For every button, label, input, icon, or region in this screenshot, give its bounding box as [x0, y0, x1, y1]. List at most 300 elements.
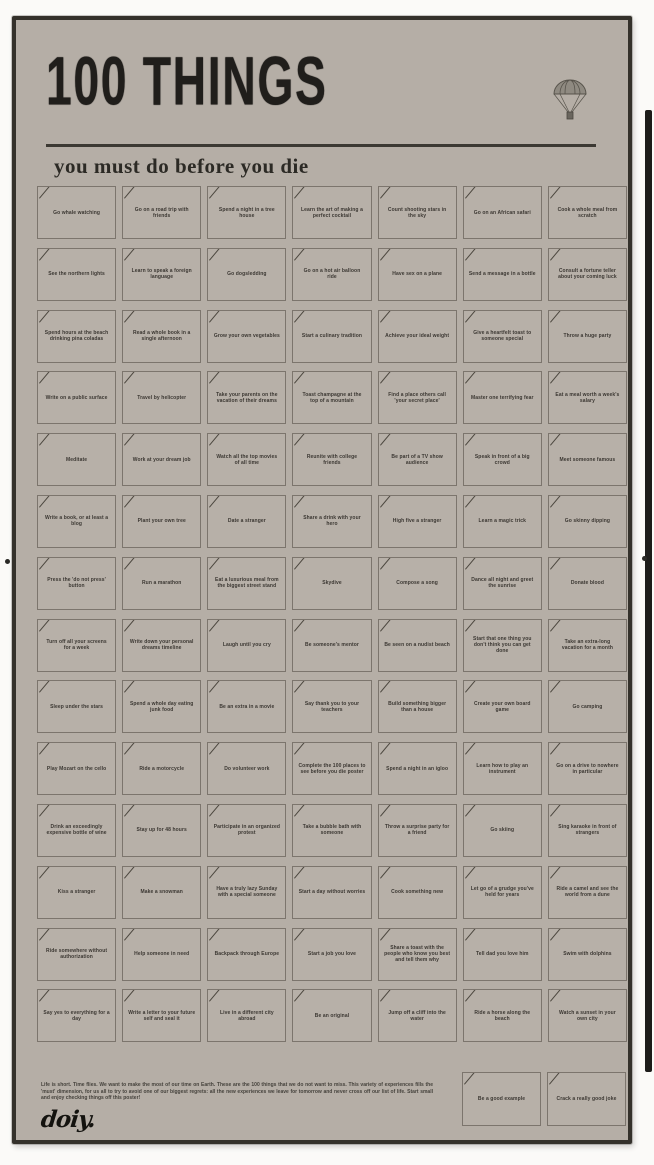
checklist-item — [463, 310, 542, 363]
poster — [12, 16, 632, 1144]
checklist-item — [548, 928, 627, 981]
checklist-item — [463, 866, 542, 919]
check-slash-icon — [465, 557, 477, 570]
checklist-item — [122, 989, 201, 1042]
checklist-item-label: Learn to speak a foreign language — [131, 268, 192, 281]
checklist-item — [122, 186, 201, 239]
checklist-item-label: Start a culinary tradition — [301, 333, 363, 340]
checklist-item-label: Complete the 100 places to see before you die poster — [298, 762, 366, 775]
check-slash-icon — [550, 680, 562, 693]
parachute-icon — [552, 78, 588, 122]
checklist-item — [122, 248, 201, 301]
check-slash-icon — [465, 433, 477, 446]
checklist-item-label: Learn a magic trick — [478, 518, 527, 525]
check-slash-icon — [209, 619, 221, 632]
checklist-item-label: Cook a whole meal from scratch — [557, 206, 618, 219]
checklist-item-label: Master one terrifying fear — [470, 394, 534, 401]
check-slash-icon — [39, 433, 51, 446]
check-slash-icon — [380, 557, 392, 570]
checklist-item-label: Take a bubble bath with someone — [302, 824, 362, 837]
check-slash-icon — [124, 742, 136, 755]
check-slash-icon — [380, 310, 392, 323]
checklist-item-label: Have sex on a plane — [392, 271, 442, 278]
check-slash-icon — [465, 371, 477, 384]
checklist-item — [122, 619, 201, 672]
check-slash-icon — [124, 186, 136, 199]
check-slash-icon — [39, 371, 51, 384]
checklist-item — [207, 619, 286, 672]
check-slash-icon — [380, 742, 392, 755]
checklist-item-label: Write down your personal dreams timeline — [129, 639, 194, 652]
check-slash-icon — [550, 804, 562, 817]
checklist-item — [37, 989, 116, 1042]
check-slash-icon — [294, 928, 306, 941]
checklist-item-label: Find a place others call 'your secret place' — [388, 391, 446, 404]
checklist-item — [463, 680, 542, 733]
checklist-item — [463, 989, 542, 1042]
check-slash-icon — [124, 495, 136, 508]
check-slash-icon — [39, 186, 51, 199]
check-slash-icon — [39, 248, 51, 261]
checklist-item — [292, 928, 371, 981]
checklist-item-label: Read a whole book in a single afternoon — [132, 330, 191, 343]
checklist-item-label: Drink an exceedingly expensive bottle of wine — [46, 824, 107, 837]
checklist-item-label: Turn off all your screens for a week — [46, 639, 107, 652]
checklist-item-label: Say yes to everything for a day — [43, 1009, 110, 1022]
checklist-item-label: Throw a huge party — [563, 333, 612, 340]
checklist-item-label: Take your parents on the vacation of their dreams — [216, 391, 278, 404]
checklist-item — [292, 557, 371, 610]
checklist-item — [122, 804, 201, 857]
check-slash-icon — [209, 804, 221, 817]
check-slash-icon — [465, 866, 477, 879]
checklist-item-label: Have a truly lazy Sunday with a special someone — [216, 886, 278, 899]
checklist-item-label: Cook something new — [391, 889, 444, 896]
checklist-item — [292, 742, 371, 795]
final-cell-99 — [462, 1072, 541, 1126]
checklist-item — [207, 804, 286, 857]
check-slash-icon — [380, 804, 392, 817]
check-slash-icon — [380, 928, 392, 941]
check-slash-icon — [124, 310, 136, 323]
check-slash-icon — [124, 248, 136, 261]
check-slash-icon — [124, 989, 136, 1002]
checklist-item-label: Take an extra-long vacation for a month — [561, 639, 614, 652]
pin-hole-right-icon — [642, 556, 647, 561]
check-slash-icon — [124, 619, 136, 632]
checklist-item — [37, 928, 116, 981]
check-slash-icon — [465, 495, 477, 508]
check-slash-icon — [465, 680, 477, 693]
checklist-item — [548, 619, 627, 672]
checklist-item — [207, 186, 286, 239]
checklist-item — [548, 371, 627, 424]
checklist-item — [378, 742, 457, 795]
checklist-item — [292, 680, 371, 733]
checklist-item-label: Spend a night in an igloo — [386, 765, 449, 772]
checklist-item-label: Learn how to play an instrument — [476, 762, 529, 775]
checklist-item-label: Crack a really good joke — [556, 1096, 617, 1102]
poster-subtitle: you must do before you die — [54, 154, 309, 178]
checklist-item-label: Start a job you love — [307, 951, 357, 958]
checklist-item-label: Share a toast with the people who know you best and tell them why — [384, 945, 451, 964]
check-slash-icon — [209, 866, 221, 879]
checklist-item-label: Reunite with college friends — [306, 453, 358, 466]
check-slash-icon — [39, 680, 51, 693]
check-slash-icon — [124, 804, 136, 817]
checklist-item-label: Run a marathon — [141, 580, 182, 587]
check-slash-icon — [124, 433, 136, 446]
checklist-item — [378, 866, 457, 919]
check-slash-icon — [294, 310, 306, 323]
checklist-item-label: Be someone's mentor — [305, 642, 359, 649]
check-slash-icon — [465, 248, 477, 261]
title-divider — [46, 144, 596, 147]
checklist-item-label: Go camping — [572, 703, 603, 710]
check-slash-icon — [465, 310, 477, 323]
checklist-item-label: Meditate — [66, 456, 88, 463]
checklist-item-label: Go skiing — [490, 827, 515, 834]
checklist-item-label: Toast champagne at the top of a mountain — [302, 391, 362, 404]
check-slash-icon — [550, 928, 562, 941]
check-slash-icon — [550, 495, 562, 508]
checklist-item — [122, 866, 201, 919]
checklist-item — [292, 619, 371, 672]
check-slash-icon — [39, 310, 51, 323]
check-slash-icon — [39, 742, 51, 755]
checklist-item-label: Watch all the top movies of all time — [216, 453, 278, 466]
checklist-item — [548, 310, 627, 363]
pin-hole-left-icon — [5, 559, 10, 564]
checklist-item-label: Press the 'do not press' button — [47, 577, 106, 590]
checklist-item-label: Sing karaoke in front of strangers — [558, 824, 617, 837]
check-slash-icon — [550, 248, 562, 261]
checklist-item-label: Go skinny dipping — [564, 518, 611, 525]
check-slash-icon — [39, 495, 51, 508]
final-cell-100 — [547, 1072, 626, 1126]
checklist-item-label: See the northern lights — [48, 271, 105, 278]
checklist-item — [207, 310, 286, 363]
checklist-item-label: Kiss a stranger — [57, 889, 96, 896]
checklist-item — [292, 310, 371, 363]
checklist-item — [463, 495, 542, 548]
checklist-item — [122, 433, 201, 486]
checklist-item-label: Be an extra in a movie — [219, 703, 275, 710]
check-slash-icon — [294, 804, 306, 817]
check-slash-icon — [124, 557, 136, 570]
check-slash-icon — [294, 495, 306, 508]
check-slash-icon — [294, 248, 306, 261]
checklist-item — [462, 1072, 541, 1126]
check-slash-icon — [39, 866, 51, 879]
checklist-item — [463, 619, 542, 672]
check-slash-icon — [209, 248, 221, 261]
checklist-item-label: Laugh until you cry — [222, 642, 271, 649]
check-slash-icon — [380, 495, 392, 508]
checklist-item-label: Tell dad you love him — [475, 951, 529, 958]
check-slash-icon — [209, 928, 221, 941]
check-slash-icon — [209, 433, 221, 446]
check-slash-icon — [294, 866, 306, 879]
checklist-item — [37, 866, 116, 919]
checklist-item-label: Say thank you to your teachers — [304, 700, 360, 713]
checklist-item — [548, 989, 627, 1042]
checklist-item — [207, 928, 286, 981]
check-slash-icon — [39, 557, 51, 570]
check-slash-icon — [550, 557, 562, 570]
checklist-item-label: Go on an African safari — [473, 209, 531, 216]
checklist-item-label: Spend a whole day eating junk food — [129, 700, 194, 713]
checklist-item — [378, 186, 457, 239]
checklist-item — [378, 619, 457, 672]
checklist-item — [378, 680, 457, 733]
checklist-item-label: Sleep under the stars — [50, 703, 104, 710]
check-slash-icon — [209, 371, 221, 384]
checklist-item — [378, 248, 457, 301]
checklist-item — [463, 371, 542, 424]
checklist-item — [37, 248, 116, 301]
checklist-item-label: High five a stranger — [392, 518, 442, 525]
check-slash-icon — [209, 495, 221, 508]
checklist-item-label: Plant your own tree — [137, 518, 186, 525]
brand-logo: doiy. — [39, 1106, 97, 1133]
check-slash-icon — [294, 680, 306, 693]
check-slash-icon — [124, 371, 136, 384]
check-slash-icon — [549, 1072, 561, 1085]
checklist-item — [207, 989, 286, 1042]
check-slash-icon — [294, 619, 306, 632]
check-slash-icon — [465, 989, 477, 1002]
checklist-item-label: Be seen on a nudist beach — [384, 642, 450, 649]
checklist-item-label: Write on a public surface — [45, 394, 108, 401]
check-slash-icon — [465, 742, 477, 755]
checklist-item-label: Live in a different city abroad — [219, 1009, 274, 1022]
checklist-item — [548, 557, 627, 610]
checklist-item — [548, 248, 627, 301]
checklist-item-label: Grow your own vegetables — [213, 333, 280, 340]
checklist-item-label: Ride a horse along the beach — [474, 1009, 531, 1022]
checklist-item-label: Help someone in need — [134, 951, 190, 958]
checklist-item — [292, 989, 371, 1042]
checklist-item — [548, 433, 627, 486]
checklist-item — [37, 495, 116, 548]
checklist-item — [292, 371, 371, 424]
checklist-item-label: Consult a fortune teller about your coming luck — [558, 268, 617, 281]
checklist-item-label: Give a heartfelt toast to someone special — [473, 330, 532, 343]
checklist-item-label: Spend a night in a tree house — [218, 206, 275, 219]
check-slash-icon — [380, 186, 392, 199]
checklist-item — [207, 495, 286, 548]
checklist-item-label: Make a snowman — [140, 889, 183, 896]
checklist-item — [37, 680, 116, 733]
checklist-item-label: Let go of a grudge you've held for years — [470, 886, 534, 899]
checklist-item — [37, 371, 116, 424]
check-slash-icon — [294, 371, 306, 384]
checklist-item-label: Donate blood — [570, 580, 604, 587]
checklist-item — [378, 804, 457, 857]
check-slash-icon — [465, 619, 477, 632]
checklist-item-label: Travel by helicopter — [137, 394, 187, 401]
checklist-item — [37, 310, 116, 363]
check-slash-icon — [550, 742, 562, 755]
checklist-item-label: Create your own board game — [473, 700, 531, 713]
check-slash-icon — [39, 989, 51, 1002]
checklist-item — [463, 557, 542, 610]
checklist-item — [207, 742, 286, 795]
checklist-item — [122, 928, 201, 981]
checklist-item-label: Spend hours at the beach drinking pina coladas — [44, 330, 109, 343]
checklist-item — [37, 433, 116, 486]
checklist-item — [547, 1072, 626, 1126]
checklist-item-label: Achieve your ideal weight — [385, 333, 450, 340]
checklist-item — [548, 804, 627, 857]
check-slash-icon — [550, 433, 562, 446]
check-slash-icon — [380, 680, 392, 693]
checklist-item — [207, 557, 286, 610]
checklist-item — [207, 371, 286, 424]
checklist-item-label: Write a letter to your future self and seal it — [128, 1009, 196, 1022]
checklist-item — [548, 186, 627, 239]
checklist-item — [548, 680, 627, 733]
checklist-item — [37, 557, 116, 610]
checklist-item-label: Ride somewhere without authorization — [46, 948, 108, 961]
check-slash-icon — [380, 619, 392, 632]
check-slash-icon — [124, 866, 136, 879]
checklist-item — [122, 742, 201, 795]
check-slash-icon — [550, 310, 562, 323]
checklist-item — [463, 248, 542, 301]
checklist-item — [122, 680, 201, 733]
checklist-item — [463, 804, 542, 857]
checklist-item-label: Start a day without worries — [298, 889, 366, 896]
checklist-item-label: Dance all night and greet the sunrise — [471, 577, 534, 590]
checklist-item-label: Participate in an organized protest — [213, 824, 281, 837]
checklist-item-label: Count shooting stars in the sky — [387, 206, 447, 219]
checklist-item-label: Swim with dolphins — [563, 951, 612, 958]
check-slash-icon — [124, 680, 136, 693]
checklist-item-label: Stay up for 48 hours — [136, 827, 187, 834]
checklist-item-label: Ride a motorcycle — [139, 765, 185, 772]
checklist-item — [378, 557, 457, 610]
check-slash-icon — [294, 742, 306, 755]
checklist-item-label: Skydive — [322, 580, 342, 587]
checklist-item — [548, 742, 627, 795]
checklist-item — [37, 804, 116, 857]
check-slash-icon — [294, 433, 306, 446]
checklist-item-label: Backpack through Europe — [214, 951, 280, 958]
check-slash-icon — [465, 186, 477, 199]
checklist-item-label: Learn the art of making a perfect cocktail — [301, 206, 363, 219]
checklist-item — [37, 742, 116, 795]
checklist-item — [207, 680, 286, 733]
check-slash-icon — [550, 619, 562, 632]
check-slash-icon — [209, 186, 221, 199]
check-slash-icon — [209, 310, 221, 323]
checklist-item-label: Go on a drive to nowhere in particular — [556, 762, 619, 775]
photo-edge-shadow — [645, 110, 652, 1072]
checklist-item — [463, 742, 542, 795]
check-slash-icon — [465, 928, 477, 941]
check-slash-icon — [39, 619, 51, 632]
check-slash-icon — [550, 866, 562, 879]
checklist-item — [122, 310, 201, 363]
checklist-item — [463, 433, 542, 486]
checklist-item-label: Write a book, or at least a blog — [44, 515, 109, 528]
check-slash-icon — [380, 989, 392, 1002]
checklist-item — [122, 557, 201, 610]
checklist-item — [378, 495, 457, 548]
poster-title: 100 THINGS — [46, 43, 328, 120]
checklist-item — [378, 989, 457, 1042]
checklist-item — [207, 433, 286, 486]
check-slash-icon — [39, 928, 51, 941]
checklist-item-label: Be an original — [314, 1012, 350, 1019]
checklist-item-label: Throw a surprise party for a friend — [384, 824, 450, 837]
check-slash-icon — [294, 186, 306, 199]
checklist-item-label: Be part of a TV show audience — [391, 453, 443, 466]
checklist-item-label: Date a stranger — [227, 518, 266, 525]
checklist-item-label: Go on a road trip with friends — [134, 206, 189, 219]
checklist-item-label: Eat a luxurious meal from the biggest street stand — [215, 577, 279, 590]
checklist-item-label: Ride a camel and see the world from a dune — [556, 886, 619, 899]
check-slash-icon — [294, 989, 306, 1002]
check-slash-icon — [380, 433, 392, 446]
check-slash-icon — [465, 804, 477, 817]
checklist-item — [463, 186, 542, 239]
checklist-item-label: Send a message in a bottle — [468, 271, 536, 278]
checklist-item — [37, 186, 116, 239]
checklist-item-label: Speak in front of a big crowd — [474, 453, 530, 466]
checklist-item-label: Go whale watching — [53, 209, 101, 216]
check-slash-icon — [209, 680, 221, 693]
checklist-item — [292, 433, 371, 486]
checklist-item-label: Build something bigger than a house — [388, 700, 447, 713]
checklist-grid — [37, 186, 627, 1042]
checklist-item — [378, 433, 457, 486]
checklist-item-label: Play Mozart on the cello — [46, 765, 107, 772]
checklist-item — [548, 495, 627, 548]
checklist-item-label: Meet someone famous — [559, 456, 616, 463]
checklist-item-label: Share a drink with your hero — [303, 515, 361, 528]
checklist-item — [548, 866, 627, 919]
check-slash-icon — [294, 557, 306, 570]
checklist-item — [292, 866, 371, 919]
check-slash-icon — [209, 742, 221, 755]
checklist-item-label: Jump off a cliff into the water — [388, 1009, 446, 1022]
check-slash-icon — [550, 989, 562, 1002]
check-slash-icon — [550, 371, 562, 384]
checklist-item — [378, 371, 457, 424]
check-slash-icon — [550, 186, 562, 199]
checklist-item-label: Watch a sunset in your own city — [559, 1009, 616, 1022]
check-slash-icon — [209, 989, 221, 1002]
checklist-item — [292, 495, 371, 548]
checklist-item-label: Start that one thing you don't think you can get done — [473, 636, 532, 655]
check-slash-icon — [124, 928, 136, 941]
check-slash-icon — [464, 1072, 476, 1085]
checklist-item — [122, 495, 201, 548]
checklist-item-label: Eat a meal worth a week's salary — [555, 391, 620, 404]
checklist-item — [378, 928, 457, 981]
checklist-item — [378, 310, 457, 363]
check-slash-icon — [209, 557, 221, 570]
checklist-item — [463, 928, 542, 981]
checklist-item — [207, 866, 286, 919]
check-slash-icon — [39, 804, 51, 817]
check-slash-icon — [380, 866, 392, 879]
checklist-item — [37, 619, 116, 672]
checklist-item-label: Compose a song — [396, 580, 438, 587]
